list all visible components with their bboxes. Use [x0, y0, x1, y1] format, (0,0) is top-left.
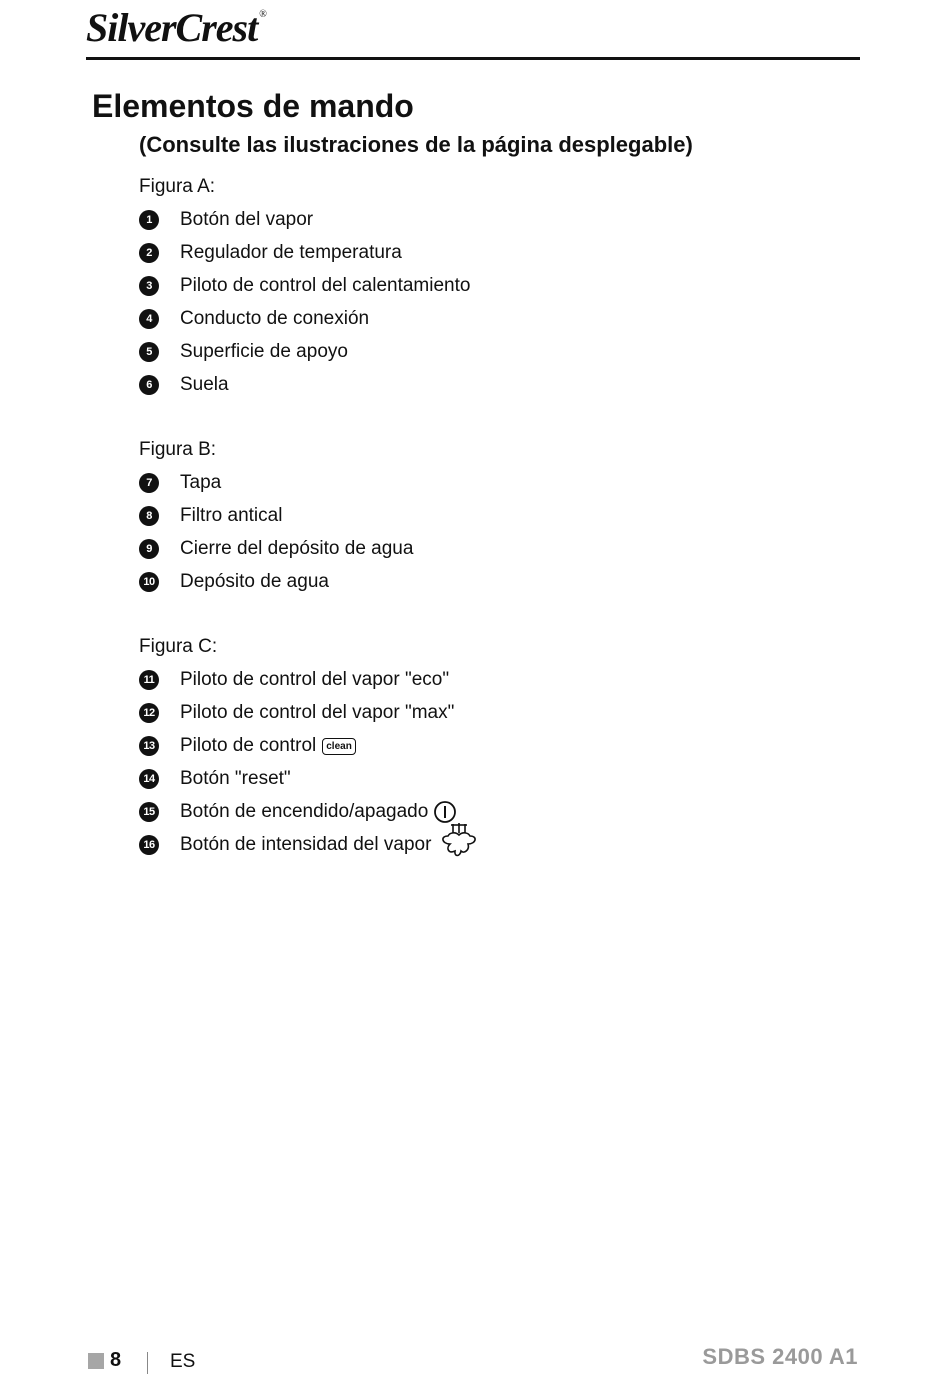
- list-item: [139, 668, 839, 692]
- figure-b-label: Figura B:: [139, 439, 217, 460]
- item-text: Suela: [180, 374, 229, 395]
- figure-a-group: [139, 175, 839, 397]
- item-number-badge: 9: [139, 539, 159, 559]
- item-number-badge: 3: [139, 276, 159, 296]
- item-number-badge: 14: [139, 769, 159, 789]
- item-number-badge: 1: [139, 210, 159, 230]
- list-item: [139, 767, 839, 791]
- page-number: 8: [110, 1349, 122, 1371]
- item-number-badge: 16: [139, 835, 159, 855]
- figure-a-list: [139, 208, 839, 397]
- list-item: [139, 241, 839, 265]
- model-number: SDBS 2400 A1: [702, 1344, 858, 1369]
- language-code: ES: [170, 1351, 196, 1372]
- item-text: Piloto de control del vapor "max": [180, 702, 455, 723]
- list-item: [139, 734, 839, 758]
- item-text: Piloto de control del calentamiento: [180, 275, 471, 296]
- figure-b-list: [139, 471, 839, 594]
- list-item: [139, 800, 839, 824]
- item-number-badge: 10: [139, 572, 159, 592]
- power-icon: [433, 800, 457, 824]
- item-text: Depósito de agua: [180, 571, 329, 592]
- group-spacer: [139, 406, 839, 438]
- list-item: [139, 373, 839, 397]
- item-text: Botón de intensidad del vapor: [180, 834, 432, 855]
- steam-cloud-icon: [436, 822, 482, 862]
- list-item: [139, 471, 839, 495]
- list-item: [139, 537, 839, 561]
- list-item: [139, 307, 839, 331]
- figure-a-label: Figura A:: [139, 176, 216, 197]
- header-rule: [86, 57, 860, 60]
- item-number-badge: 7: [139, 473, 159, 493]
- trademark-symbol: ®: [259, 9, 266, 20]
- list-item: [139, 274, 839, 298]
- figure-c-group: [139, 635, 839, 857]
- list-item: [139, 504, 839, 528]
- item-text: Tapa: [180, 472, 222, 493]
- item-text: Botón del vapor: [180, 209, 314, 230]
- item-number-badge: 12: [139, 703, 159, 723]
- group-spacer: [139, 603, 839, 635]
- brand-name: SilverCrest: [86, 5, 258, 50]
- page-subtitle: (Consulte las ilustraciones de la página desplegable): [139, 132, 693, 157]
- clean-icon: clean: [322, 738, 356, 755]
- item-number-badge: 13: [139, 736, 159, 756]
- list-item: [139, 570, 839, 594]
- figure-b-group: [139, 438, 839, 594]
- item-number-badge: 5: [139, 342, 159, 362]
- controls-content: [139, 175, 839, 866]
- item-number-badge: 11: [139, 670, 159, 690]
- list-item: [139, 340, 839, 364]
- brand-logo: [86, 4, 266, 51]
- page-title: Elementos de mando: [92, 88, 414, 124]
- figure-c-list: [139, 668, 839, 857]
- item-number-badge: 8: [139, 506, 159, 526]
- item-number-badge: 6: [139, 375, 159, 395]
- item-text: Conducto de conexión: [180, 308, 370, 329]
- list-item: [139, 833, 839, 857]
- list-item: [139, 701, 839, 725]
- list-item: [139, 208, 839, 232]
- footer-divider: [147, 1352, 148, 1374]
- item-number-badge: 2: [139, 243, 159, 263]
- item-text: Piloto de control: [180, 735, 317, 756]
- item-text: Cierre del depósito de agua: [180, 538, 414, 559]
- figure-c-label: Figura C:: [139, 636, 218, 657]
- item-text: Regulador de temperatura: [180, 242, 402, 263]
- item-text: Superficie de apoyo: [180, 341, 348, 362]
- item-text: Botón "reset": [180, 768, 291, 789]
- item-number-badge: 4: [139, 309, 159, 329]
- item-text: Filtro antical: [180, 505, 283, 526]
- item-text: Botón de encendido/apagado: [180, 801, 429, 822]
- item-number-badge: 15: [139, 802, 159, 822]
- footer-marker: [88, 1353, 104, 1369]
- item-text: Piloto de control del vapor "eco": [180, 669, 450, 690]
